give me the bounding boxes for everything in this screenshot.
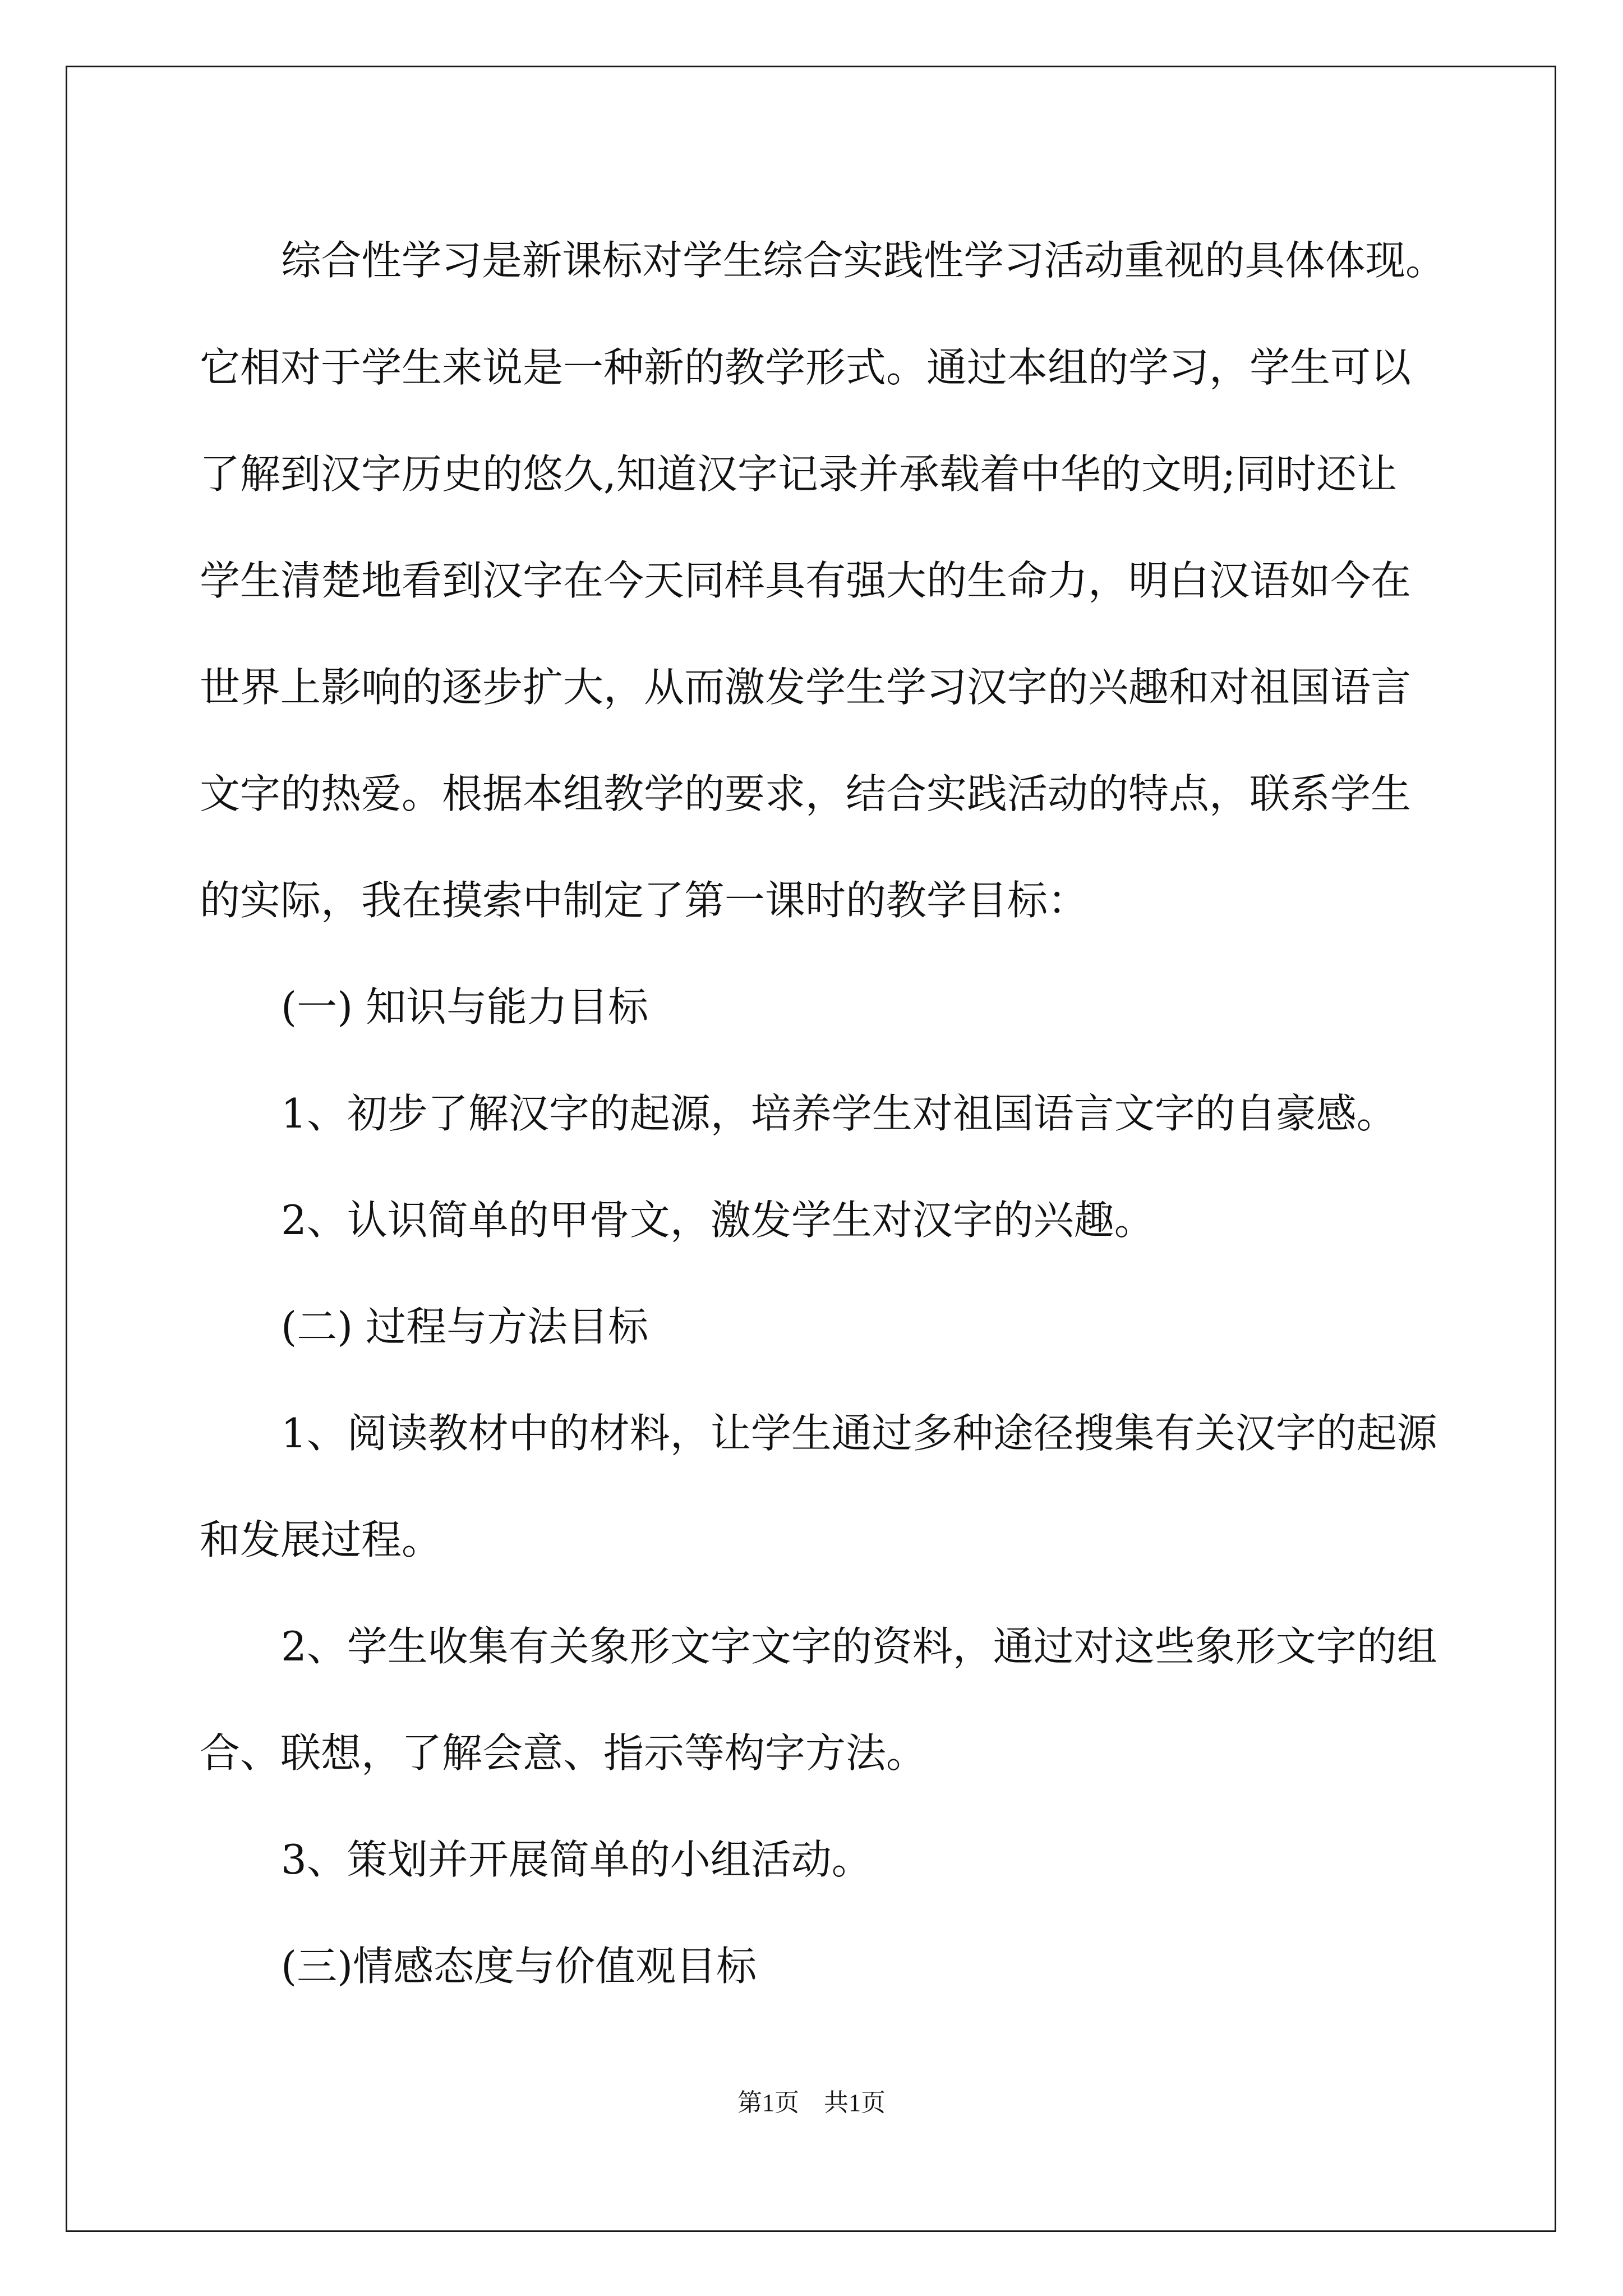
text-line: 1、初步了解汉字的起源，培养学生对祖国语言文字的自豪感。	[281, 1090, 1397, 1137]
text-line: 1、阅读教材中的材料，让学生通过多种途径搜集有关汉字的起源	[281, 1410, 1437, 1457]
section-heading: (三)情感态度与价值观目标	[281, 1943, 757, 1990]
page-total: 共1页	[824, 2089, 886, 2116]
text-line: 它相对于学生来说是一种新的教学形式。通过本组的学习，学生可以	[200, 344, 1412, 391]
text-line: 合、联想，了解会意、指示等构字方法。	[200, 1729, 927, 1777]
text-line: 的实际，我在摸索中制定了第一课时的教学目标：	[200, 877, 1089, 924]
text-line: 2、学生收集有关象形文字文字的资料，通过对这些象形文字的组	[281, 1623, 1437, 1670]
text-line: 2、认识简单的甲骨文，激发学生对汉字的兴趣。	[281, 1197, 1155, 1244]
text-line: 文字的热爱。根据本组教学的要求，结合实践活动的特点，联系学生	[200, 770, 1412, 817]
page-number: 第1页	[737, 2089, 799, 2116]
text-line: 3、策划并开展简单的小组活动。	[281, 1836, 872, 1883]
text-line: 和发展过程。	[200, 1516, 442, 1563]
text-line: 世界上影响的逐步扩大，从而激发学生学习汉字的兴趣和对祖国语言	[200, 664, 1412, 711]
page-footer	[0, 2082, 1623, 2118]
document-body	[200, 208, 1446, 2019]
text-line: 学生清楚地看到汉字在今天同样具有强大的生命力，明白汉语如今在	[200, 557, 1412, 604]
section-heading: (二) 过程与方法目标	[281, 1303, 649, 1350]
text-line: 了解到汉字历史的悠久,知道汉字记录并承载着中华的文明;同时还让	[200, 450, 1398, 498]
section-heading: (一) 知识与能力目标	[281, 983, 649, 1030]
text-line: 综合性学习是新课标对学生综合实践性学习活动重视的具体体现。	[281, 237, 1446, 284]
